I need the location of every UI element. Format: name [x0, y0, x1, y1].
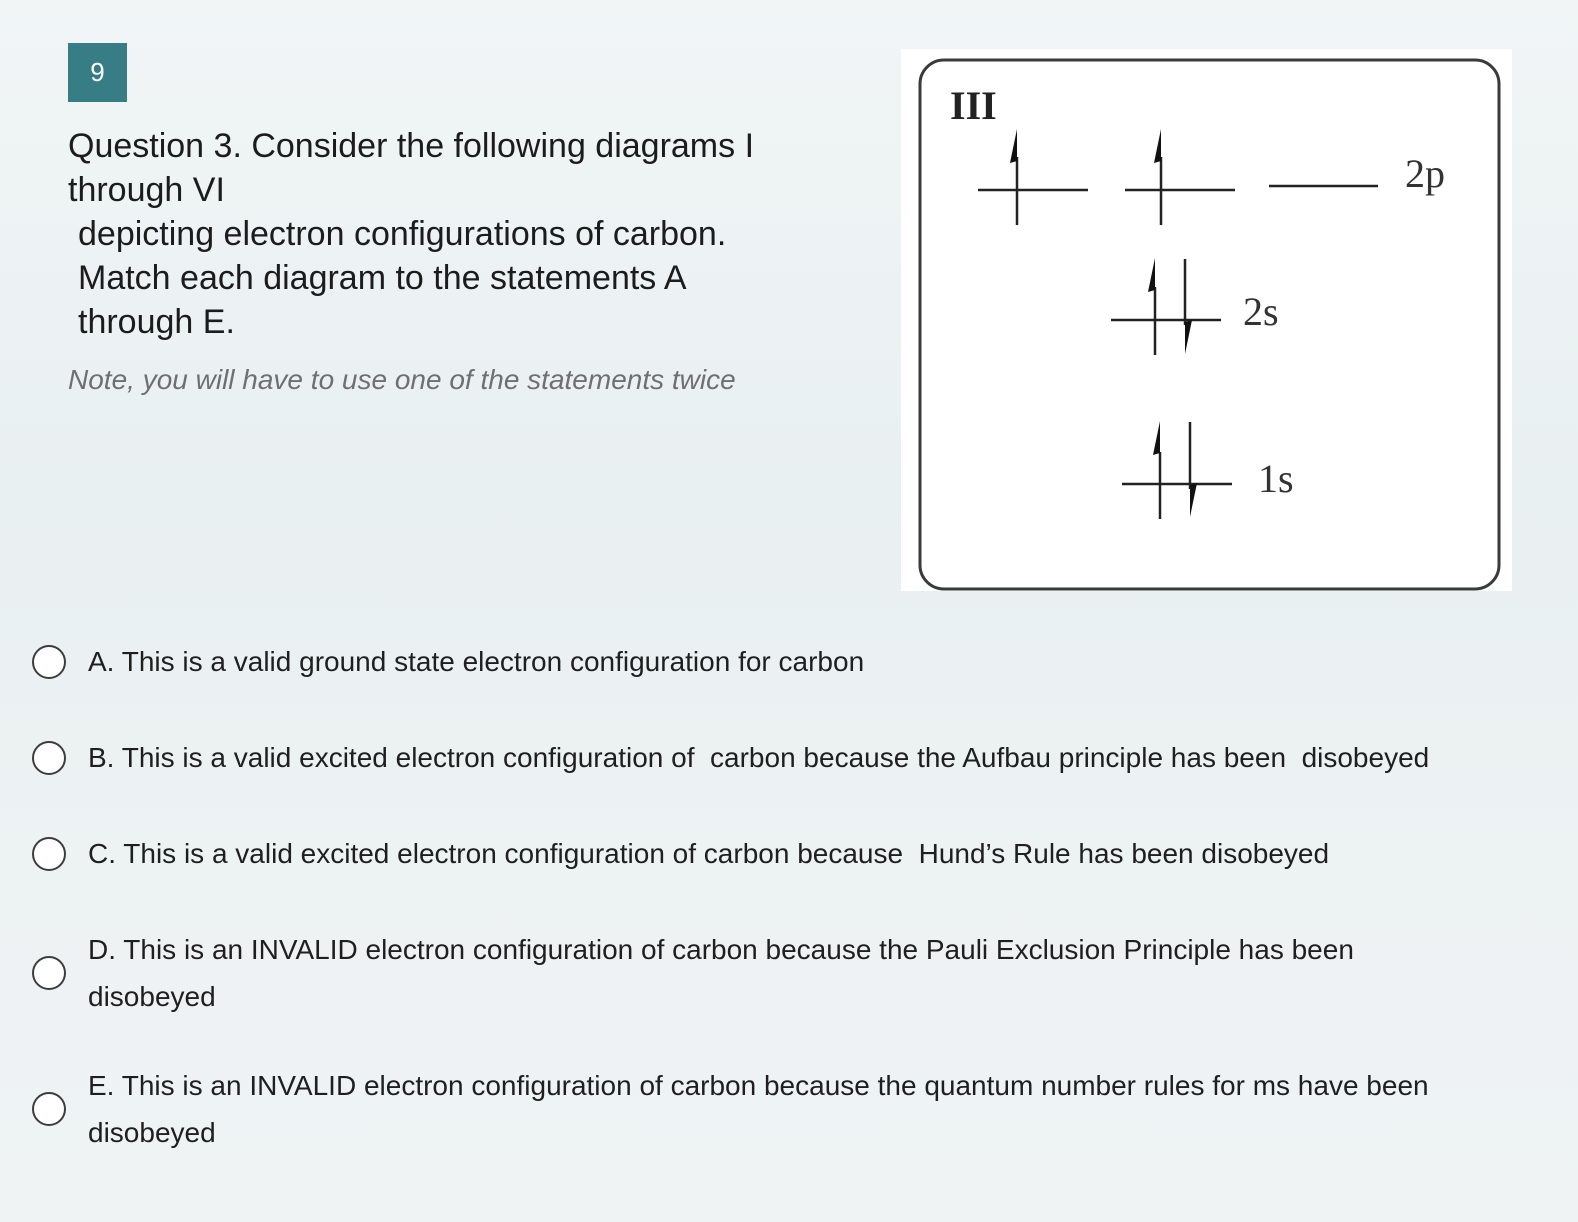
option-text-d: D. This is an INVALID electron configuration of carbon because the Pauli Exclusion Principle has been disobeyed	[88, 934, 1354, 1012]
orbital-label-2p: 2p	[1405, 151, 1445, 196]
radio-button-e[interactable]	[32, 1092, 66, 1126]
option-text-e: E. This is an INVALID electron configuration of carbon because the quantum number rules for ms have been disobeyed	[88, 1070, 1429, 1148]
orbital-label-2s: 2s	[1243, 289, 1279, 334]
option-text-a: A. This is a valid ground state electron configuration for carbon	[88, 646, 865, 677]
diagram-border	[920, 60, 1499, 589]
prompt-line: Match each diagram to the statements A	[78, 259, 687, 297]
diagram-label: III	[950, 83, 997, 128]
question-prompt	[68, 124, 808, 344]
radio-button-a[interactable]	[32, 645, 66, 679]
answer-option-c[interactable]	[32, 830, 1329, 877]
prompt-line: through VI	[68, 171, 225, 209]
option-text-c: C. This is a valid excited electron configuration of carbon because Hund’s Rule has been disobeyed	[88, 838, 1330, 869]
orbital-label-1s: 1s	[1258, 456, 1294, 501]
answer-option-d[interactable]	[32, 926, 1488, 1020]
option-text-b: B. This is a valid excited electron configuration of carbon because the Aufbau principle has been disobeyed	[88, 742, 1430, 773]
orbital-diagram-figure	[901, 49, 1512, 591]
answer-option-e[interactable]	[32, 1062, 1488, 1156]
question-number-badge: 9	[68, 43, 127, 102]
radio-button-b[interactable]	[32, 741, 66, 775]
prompt-line: depicting electron configurations of carbon.	[78, 215, 727, 253]
answer-option-b[interactable]	[32, 734, 1429, 781]
orbital-diagram	[901, 49, 1512, 591]
radio-button-d[interactable]	[32, 956, 66, 990]
answer-option-a[interactable]	[32, 638, 864, 685]
question-note: Note, you will have to use one of the statements twice	[68, 364, 736, 395]
prompt-line: through E.	[78, 303, 235, 341]
radio-button-c[interactable]	[32, 837, 66, 871]
prompt-line: Question 3. Consider the following diagrams I	[68, 127, 755, 165]
